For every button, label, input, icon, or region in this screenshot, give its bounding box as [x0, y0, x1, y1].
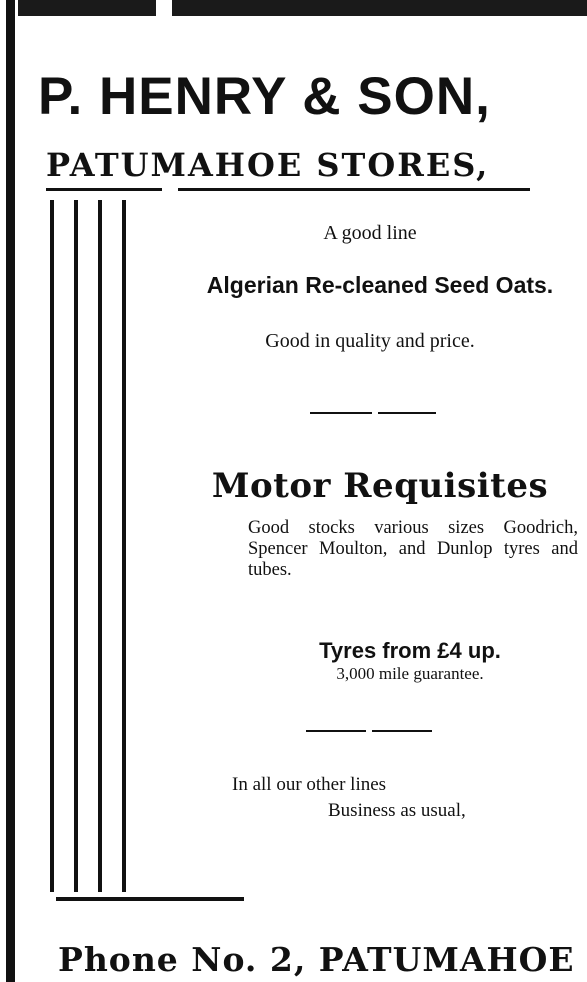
top-border-strip: [18, 0, 156, 16]
seed-intro-text: A good line: [323, 222, 417, 244]
store-name: PATUMAHOE STORES,: [46, 146, 490, 184]
seed-product-text: Algerian Re-cleaned Seed Oats.: [206, 272, 554, 298]
firm-name: P. HENRY & SON,: [38, 67, 491, 126]
bottom-rule: [56, 897, 244, 901]
phone-footer: Phone No. 2, PATUMAHOE: [58, 940, 575, 979]
top-border-strip: [172, 0, 587, 16]
seed-quality-text: Good in quality and price.: [265, 330, 475, 352]
closing-line-2: Business as usual,: [328, 800, 466, 821]
vertical-rule: [50, 200, 54, 892]
section-divider: [378, 412, 436, 414]
motor-description: Good stocks various sizes Goodrich, Spencer Moulton, and Dunlop tyres and tubes.: [248, 518, 578, 580]
motor-heading: Motor Requisites: [211, 466, 549, 506]
guarantee-text: 3,000 mile guarantee.: [336, 664, 484, 683]
vertical-rule: [74, 200, 78, 892]
section-divider: [310, 412, 372, 414]
store-name-underline: [46, 188, 162, 191]
store-name-underline: [178, 188, 530, 191]
tyres-price-text: Tyres from £4 up.: [319, 638, 501, 663]
section-divider: [372, 730, 432, 732]
section-divider: [306, 730, 366, 732]
vertical-rule: [122, 200, 126, 892]
vertical-rule: [98, 200, 102, 892]
closing-line-1: In all our other lines: [232, 774, 387, 795]
left-border-bar: [6, 0, 15, 982]
